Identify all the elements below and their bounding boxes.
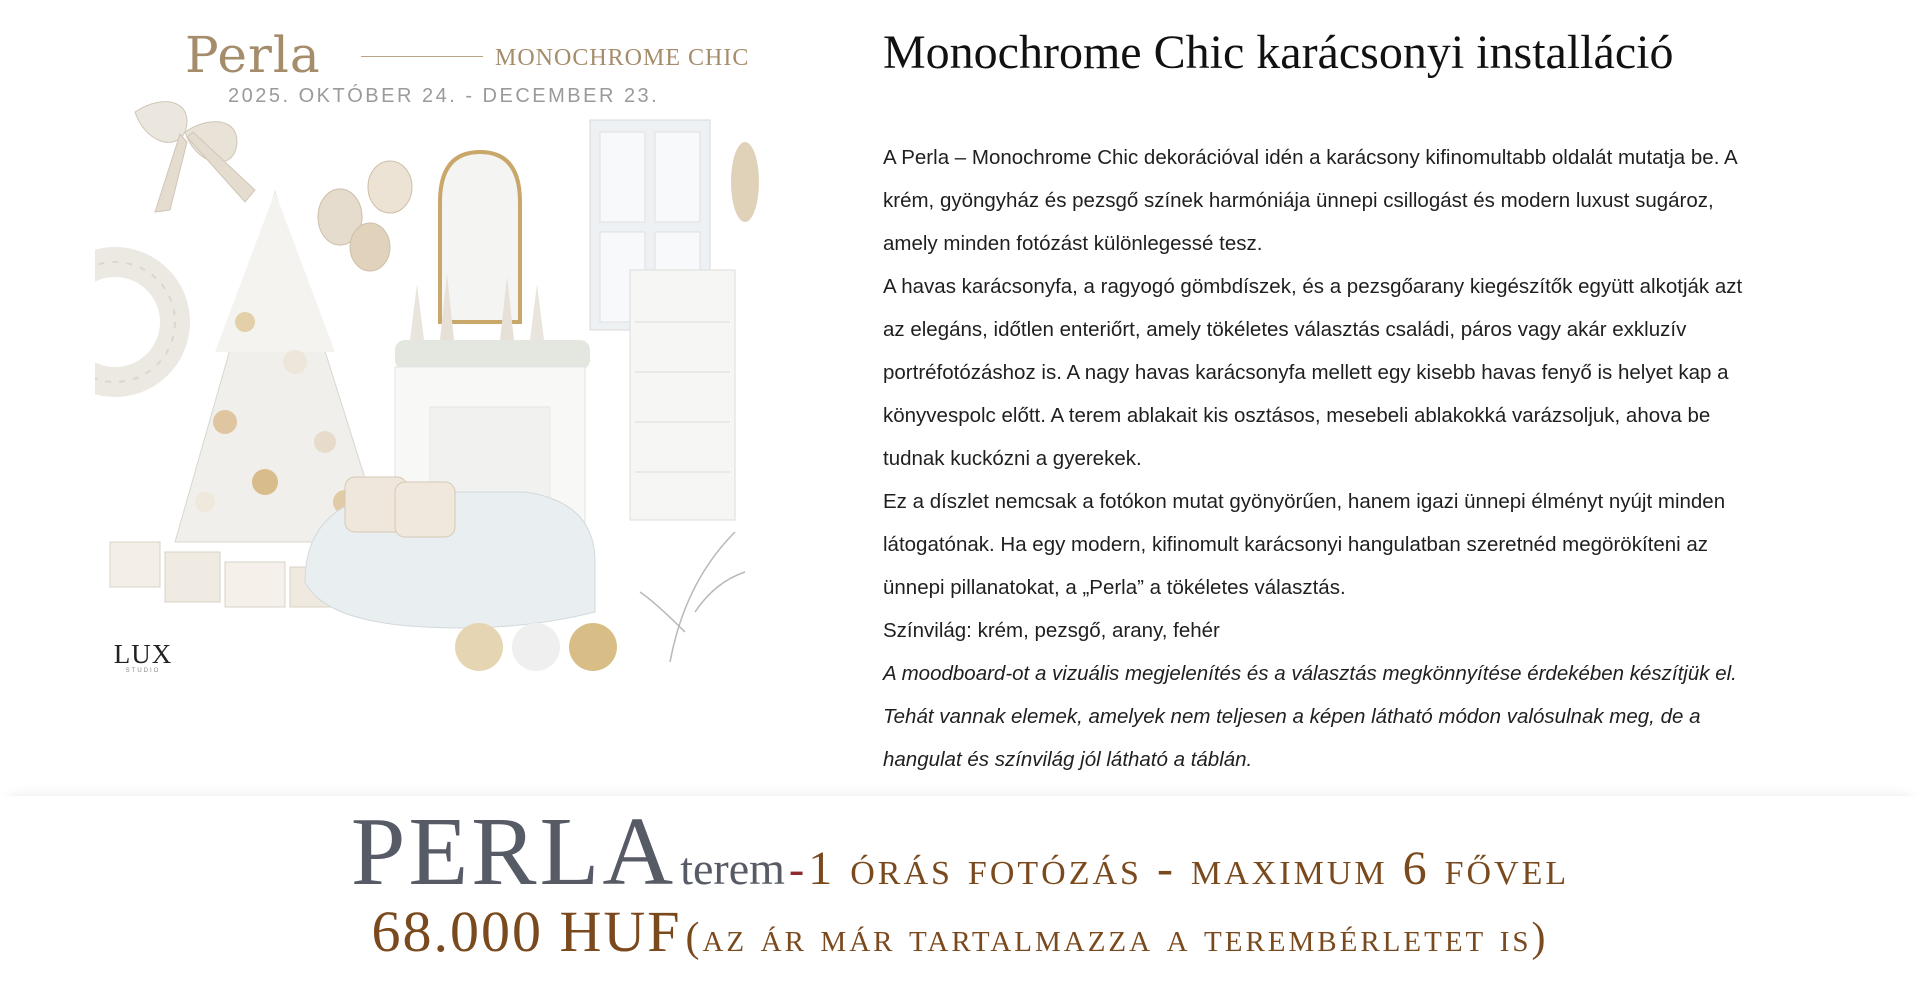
moodboard-divider <box>361 56 483 57</box>
pearl-wreath <box>95 262 175 382</box>
article-paragraph: A Perla – Monochrome Chic dekorációval idén a karácsony kifinomultabb oldalát mutatja be. A krém, gyöngyház és pezsgő színek harmóniája ünnepi csillogást és modern luxust sugároz, amely minden fotózást különlegessé tesz. <box>883 146 1737 255</box>
moodboard-illustration <box>95 22 775 682</box>
article-title: Monochrome Chic karácsonyi installáció <box>883 26 1674 79</box>
moodboard-collection: MONOCHROME CHIC <box>495 45 750 71</box>
article-paragraph: Ez a díszlet nemcsak a fotókon mutat gyönyörűen, hanem igazi ünnepi élményt nyújt minden látogatónak. Ha egy modern, kifinomult karácsonyi hangulatban szeretnéd megörökíteni az ünnepi pillanatokat, a „Perla” a tökéletes választás. <box>883 490 1726 599</box>
banner-dash: - <box>788 843 805 894</box>
article-body <box>883 136 1743 781</box>
studio-logo <box>113 640 173 674</box>
ribbon-bow <box>135 102 255 212</box>
studio-logo-subtext: STUDIO <box>125 668 161 674</box>
banner-offer-line <box>0 796 1920 904</box>
studio-logo-text: LUX <box>113 639 173 669</box>
moodboard-brand: Perla <box>185 26 321 84</box>
room-word: terem <box>680 843 785 894</box>
offer-text: 1 órás fotózás - maximum 6 fővel <box>808 842 1570 895</box>
price-note: (az ár már tartalmazza a terembérletet is) <box>685 915 1549 961</box>
moodboard-note: A moodboard-ot a vizuális megjelenítés és a választás megkönnyítése érdekében készítjük el. Tehát vannak elemek, amelyek nem teljesen a képen látható módon valósulnak meg, de a hangulat és színvilág jól látható a táblán. <box>883 662 1737 771</box>
moodboard-image <box>95 22 775 682</box>
article <box>883 18 1743 781</box>
pricing-banner <box>0 796 1920 981</box>
curved-sofa <box>305 477 595 628</box>
moodboard-dates: 2025. OKTÓBER 24. - DECEMBER 23. <box>228 85 660 107</box>
article-paragraph: A havas karácsonyfa, a ragyogó gömbdíszek, és a pezsgőarany kiegészítők együtt alkotják azt az elegáns, időtlen enteriőrt, amely tökéletes választás családi, páros vagy akár exkluzív portréfotózáshoz is. A nagy havas karácsonyfa mellett egy kisebb havas fenyő is helyet kap a könyvespolc előtt. A terem ablakait kis osztásos, mesebeli ablakokká varázsoljuk, ahova be tudnak kuckózni a gyerekek. <box>883 275 1743 470</box>
bookshelf <box>630 270 735 520</box>
olive-branch <box>640 532 745 662</box>
color-palette-line: Színvilág: krém, pezsgő, arany, fehér <box>883 619 1220 642</box>
room-name: PERLA <box>350 798 677 906</box>
price: 68.000 HUF <box>371 899 682 964</box>
banner-price-line <box>0 898 1920 965</box>
